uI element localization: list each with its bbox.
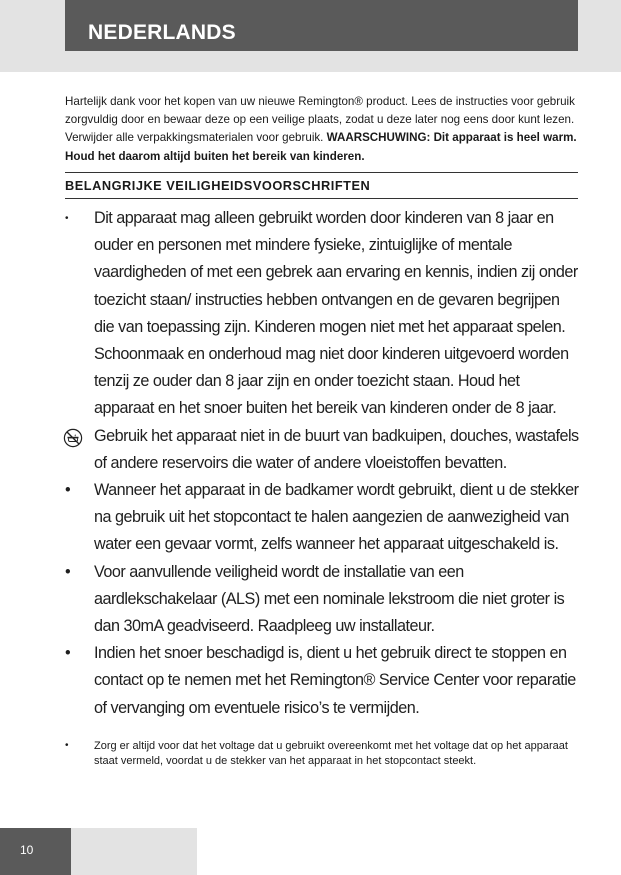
list-item-text: Voor aanvullende veiligheid wordt de installatie van een aardlekschakelaar (ALS) met een nominale lekstroom die niet groter is dan 30mA geadviseerd. Raadpleeg uw installateur. bbox=[94, 562, 565, 636]
list-item-text: Zorg er altijd voor dat het voltage dat u gebruikt overeenkomt met het voltage dat op het apparaat staat vermeld, voordat u de stekker van het apparaat in het stopcontact steekt. bbox=[94, 740, 568, 767]
language-title: NEDERLANDS bbox=[88, 21, 236, 44]
list-item bbox=[65, 423, 580, 477]
heading-rule-bottom bbox=[65, 198, 578, 199]
list-item bbox=[65, 640, 580, 722]
bullet: • bbox=[65, 481, 71, 500]
list-item-text: Wanneer het apparaat in de badkamer wordt gebruikt, dient u de stekker na gebruik uit het stopcontact te halen aangezien de aanwezigheid van water een gevaar vormt, zelfs wanneer het apparaat uitgeschakeld is. bbox=[94, 481, 579, 554]
page-number-box bbox=[0, 828, 71, 875]
intro-warning: WAARSCHUWING: Dit apparaat is heel warm. Houd het daarom altijd buiten het bereik van kinderen. bbox=[65, 131, 577, 163]
footer-band bbox=[71, 828, 197, 875]
bullet: • bbox=[65, 644, 71, 663]
list-item-text: Gebruik het apparaat niet in de buurt van badkuipen, douches, wastafels of andere reservoirs die water of andere vloeistoffen bevatten. bbox=[94, 426, 579, 472]
list-item bbox=[65, 477, 580, 559]
section-heading: BELANGRIJKE VEILIGHEIDSVOORSCHRIFTEN bbox=[65, 178, 371, 193]
bullet: • bbox=[65, 740, 69, 751]
no-water-icon bbox=[63, 428, 83, 448]
page-number: 10 bbox=[20, 843, 34, 857]
list-item-text: Dit apparaat mag alleen gebruikt worden door kinderen van 8 jaar en ouder en personen met mindere fysieke, zintuiglijke of mentale vaardigheden of met een gebrek aan ervaring en kennis, indien zij onder toezicht staan/ instructies hebben ontvangen en de gevaren begrijpen die van toepassing zijn. Kinderen mogen niet met het apparaat spelen. Schoonmaak en onderhoud mag niet door kinderen uitgevoerd worden tenzij ze ouder dan 8 jaar zijn en onder toezicht staan. Houd het apparaat en het snoer buiten het bereik van kinderen onder de 8 jaar. bbox=[94, 209, 578, 418]
list-item bbox=[65, 559, 580, 641]
safety-list bbox=[65, 205, 580, 722]
bullet: • bbox=[65, 213, 69, 224]
list-item bbox=[65, 205, 580, 423]
intro-paragraph bbox=[65, 93, 578, 166]
intro-text: Hartelijk dank voor het kopen van uw nieuwe Remington® product. Lees de instructies voor gebruik zorgvuldig door en bewaar deze op een veilige plaats, zodat u deze later nog eens door kunt lezen. Verwijder alle verpakkingsmaterialen voor gebruik. bbox=[65, 95, 575, 145]
list-item bbox=[65, 739, 578, 768]
bullet: • bbox=[65, 562, 71, 581]
safety-list-small bbox=[65, 739, 578, 768]
list-item-text: Indien het snoer beschadigd is, dient u het gebruik direct te stoppen en contact op te nemen met het Remington® Service Center voor reparatie of vervanging om eventuele risico’s te vermijden. bbox=[94, 644, 576, 717]
heading-rule-top bbox=[65, 172, 578, 173]
